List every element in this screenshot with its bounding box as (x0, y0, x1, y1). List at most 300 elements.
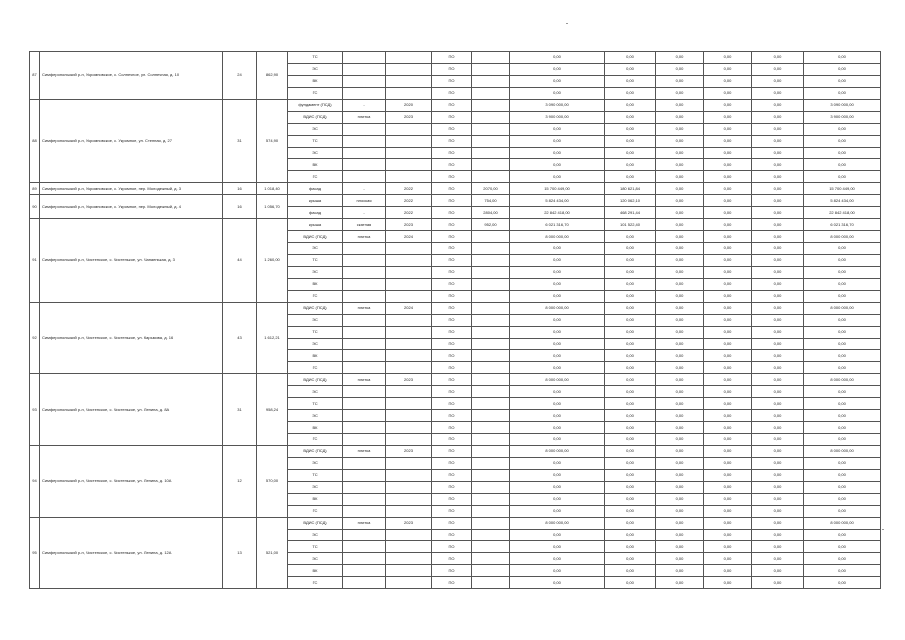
material-cell (343, 529, 386, 541)
year-cell (386, 87, 432, 99)
executor-cell: ПО (432, 577, 472, 589)
cost-cell-4: 0,00 (752, 147, 804, 159)
cost-cell-4: 0,00 (752, 171, 804, 183)
cost-per-unit-cell: 0,00 (605, 302, 656, 314)
cost-cell-2: 0,00 (656, 207, 704, 219)
year-cell: 2024 (386, 302, 432, 314)
work-type-cell: ВК (288, 278, 343, 290)
year-cell (386, 147, 432, 159)
cost-cell-3: 0,00 (704, 195, 752, 207)
cost-cell: 0,00 (510, 171, 605, 183)
executor-cell: ПО (432, 314, 472, 326)
cost-per-unit-cell: 0,00 (605, 171, 656, 183)
work-type-cell: ЭС (288, 481, 343, 493)
address-cell: Симферопольский р-н, Укромновское, с. Укромное, пер. Молодежный, д. 4 (40, 195, 223, 219)
cost-cell-3: 0,00 (704, 266, 752, 278)
cost-cell: 0,00 (510, 254, 605, 266)
cost-cell-4: 0,00 (752, 541, 804, 553)
cost-cell-3: 0,00 (704, 290, 752, 302)
executor-cell: ПО (432, 266, 472, 278)
address-cell: Симферопольский р-н, Укромновское, с. Укромное, пер. Молодежный, д. 3 (40, 183, 223, 195)
total-cost-cell: 3 900 000,00 (804, 111, 881, 123)
cost-cell-2: 0,00 (656, 541, 704, 553)
volume-cell (472, 445, 510, 457)
volume-cell (472, 481, 510, 493)
cost-cell-2: 0,00 (656, 99, 704, 111)
cost-cell-4: 0,00 (752, 469, 804, 481)
year-cell (386, 266, 432, 278)
house-number-cell: 89 (30, 183, 40, 195)
executor-cell: ПО (432, 374, 472, 386)
executor-cell: ПО (432, 517, 472, 529)
executor-cell: ПО (432, 445, 472, 457)
cost-per-unit-cell: 0,00 (605, 577, 656, 589)
year-cell (386, 123, 432, 135)
work-type-cell: ТС (288, 52, 343, 64)
cost-cell: 0,00 (510, 159, 605, 171)
cost-cell-4: 0,00 (752, 565, 804, 577)
quantity-cell: 31 (223, 99, 257, 183)
material-cell (343, 87, 386, 99)
year-cell (386, 457, 432, 469)
cost-cell-3: 0,00 (704, 254, 752, 266)
quantity-cell: 13 (223, 517, 257, 589)
executor-cell: ПО (432, 469, 472, 481)
cost-per-unit-cell: 0,00 (605, 314, 656, 326)
cost-cell-2: 0,00 (656, 290, 704, 302)
area-cell: 521,00 (257, 517, 288, 589)
cost-cell: 3 900 000,00 (510, 111, 605, 123)
cost-per-unit-cell: 0,00 (605, 493, 656, 505)
executor-cell: ПО (432, 410, 472, 422)
cost-cell-2: 0,00 (656, 398, 704, 410)
cost-cell-4: 0,00 (752, 505, 804, 517)
work-type-cell: ВДИС (ПСД) (288, 445, 343, 457)
material-cell (343, 338, 386, 350)
executor-cell: ПО (432, 52, 472, 64)
total-cost-cell: 3 090 000,00 (804, 99, 881, 111)
material-cell (343, 135, 386, 147)
cost-cell-2: 0,00 (656, 410, 704, 422)
cost-per-unit-cell: 0,00 (605, 517, 656, 529)
scan-speck (566, 23, 568, 24)
area-cell: 570,00 (257, 445, 288, 517)
cost-per-unit-cell: 0,00 (605, 541, 656, 553)
cost-cell-4: 0,00 (752, 135, 804, 147)
cost-per-unit-cell: 0,00 (605, 231, 656, 243)
cost-cell-3: 0,00 (704, 111, 752, 123)
material-cell: - (343, 183, 386, 195)
cost-cell-2: 0,00 (656, 75, 704, 87)
area-cell: 1 260,00 (257, 219, 288, 303)
cost-cell-4: 0,00 (752, 87, 804, 99)
volume-cell (472, 135, 510, 147)
cost-cell: 0,00 (510, 278, 605, 290)
cost-per-unit-cell: 0,00 (605, 75, 656, 87)
cost-cell: 0,00 (510, 147, 605, 159)
year-cell (386, 398, 432, 410)
volume-cell (472, 159, 510, 171)
total-cost-cell: 0,00 (804, 541, 881, 553)
material-cell (343, 362, 386, 374)
cost-cell-3: 0,00 (704, 362, 752, 374)
cost-cell-2: 0,00 (656, 147, 704, 159)
executor-cell: ПО (432, 183, 472, 195)
year-cell (386, 171, 432, 183)
total-cost-cell: 0,00 (804, 493, 881, 505)
cost-per-unit-cell: 0,00 (605, 338, 656, 350)
executor-cell: ПО (432, 529, 472, 541)
cost-cell-4: 0,00 (752, 457, 804, 469)
cost-per-unit-cell: 0,00 (605, 362, 656, 374)
cost-cell: 0,00 (510, 135, 605, 147)
work-type-cell: ГС (288, 434, 343, 446)
cost-cell: 0,00 (510, 326, 605, 338)
total-cost-cell: 0,00 (804, 314, 881, 326)
cost-cell-2: 0,00 (656, 481, 704, 493)
total-cost-cell: 0,00 (804, 398, 881, 410)
work-type-cell: ЭС (288, 314, 343, 326)
cost-cell-3: 0,00 (704, 565, 752, 577)
material-cell: плитка (343, 517, 386, 529)
cost-cell-2: 0,00 (656, 278, 704, 290)
cost-cell-4: 0,00 (752, 398, 804, 410)
executor-cell: ПО (432, 386, 472, 398)
total-cost-cell: 0,00 (804, 266, 881, 278)
volume-cell (472, 517, 510, 529)
work-type-cell: ГС (288, 362, 343, 374)
cost-per-unit-cell: 468 291,44 (605, 207, 656, 219)
year-cell (386, 481, 432, 493)
cost-cell-2: 0,00 (656, 469, 704, 481)
year-cell (386, 350, 432, 362)
table-row (30, 374, 881, 386)
material-cell (343, 505, 386, 517)
cost-cell-3: 0,00 (704, 314, 752, 326)
year-cell: 2022 (386, 183, 432, 195)
cost-cell-3: 0,00 (704, 577, 752, 589)
work-type-cell: ВК (288, 493, 343, 505)
material-cell (343, 63, 386, 75)
cost-per-unit-cell: 0,00 (605, 63, 656, 75)
cost-cell: 0,00 (510, 63, 605, 75)
total-cost-cell: 0,00 (804, 87, 881, 99)
volume-cell (472, 386, 510, 398)
cost-cell-4: 0,00 (752, 553, 804, 565)
cost-cell-3: 0,00 (704, 183, 752, 195)
cost-cell-2: 0,00 (656, 577, 704, 589)
work-type-cell: ВК (288, 350, 343, 362)
cost-cell-4: 0,00 (752, 374, 804, 386)
year-cell (386, 541, 432, 553)
area-cell: 1 018,40 (257, 183, 288, 195)
cost-per-unit-cell: 0,00 (605, 434, 656, 446)
cost-cell: 0,00 (510, 481, 605, 493)
cost-cell-3: 0,00 (704, 505, 752, 517)
material-cell (343, 434, 386, 446)
work-type-cell: ВК (288, 422, 343, 434)
total-cost-cell: 0,00 (804, 135, 881, 147)
year-cell (386, 505, 432, 517)
cost-cell: 0,00 (510, 123, 605, 135)
area-cell: 1 056,70 (257, 195, 288, 219)
house-number-cell: 91 (30, 219, 40, 303)
work-type-cell: ТС (288, 326, 343, 338)
cost-cell-4: 0,00 (752, 63, 804, 75)
material-cell (343, 386, 386, 398)
cost-per-unit-cell: 0,00 (605, 266, 656, 278)
cost-cell-3: 0,00 (704, 481, 752, 493)
volume-cell (472, 123, 510, 135)
volume-cell (472, 147, 510, 159)
executor-cell: ПО (432, 505, 472, 517)
quantity-cell: 31 (223, 374, 257, 446)
executor-cell: ПО (432, 219, 472, 231)
volume-cell (472, 75, 510, 87)
volume-cell: 952,00 (472, 219, 510, 231)
cost-cell: 0,00 (510, 338, 605, 350)
material-cell (343, 159, 386, 171)
cost-per-unit-cell: 0,00 (605, 254, 656, 266)
year-cell (386, 243, 432, 255)
total-cost-cell: 22 842 418,00 (804, 207, 881, 219)
total-cost-cell: 0,00 (804, 529, 881, 541)
cost-cell: 0,00 (510, 422, 605, 434)
cost-cell-3: 0,00 (704, 517, 752, 529)
year-cell (386, 362, 432, 374)
total-cost-cell: 0,00 (804, 434, 881, 446)
executor-cell: ПО (432, 350, 472, 362)
year-cell (386, 290, 432, 302)
total-cost-cell: 5 824 434,00 (804, 195, 881, 207)
material-cell: плитка (343, 302, 386, 314)
cost-cell-4: 0,00 (752, 290, 804, 302)
cost-per-unit-cell: 0,00 (605, 350, 656, 362)
material-cell (343, 493, 386, 505)
volume-cell (472, 493, 510, 505)
executor-cell: ПО (432, 553, 472, 565)
year-cell: 2023 (386, 219, 432, 231)
cost-cell: 0,00 (510, 577, 605, 589)
executor-cell: ПО (432, 99, 472, 111)
total-cost-cell: 0,00 (804, 481, 881, 493)
total-cost-cell: 0,00 (804, 326, 881, 338)
material-cell: плитка (343, 231, 386, 243)
cost-cell-2: 0,00 (656, 386, 704, 398)
year-cell (386, 63, 432, 75)
cost-cell-4: 0,00 (752, 266, 804, 278)
total-cost-cell: 0,00 (804, 338, 881, 350)
total-cost-cell: 8 000 000,00 (804, 231, 881, 243)
year-cell (386, 410, 432, 422)
material-cell (343, 577, 386, 589)
total-cost-cell: 0,00 (804, 553, 881, 565)
executor-cell: ПО (432, 159, 472, 171)
quantity-cell: 43 (223, 302, 257, 374)
total-cost-cell: 8 000 000,00 (804, 517, 881, 529)
year-cell: 2022 (386, 207, 432, 219)
total-cost-cell: 0,00 (804, 565, 881, 577)
total-cost-cell: 0,00 (804, 52, 881, 64)
executor-cell: ПО (432, 481, 472, 493)
cost-cell-4: 0,00 (752, 99, 804, 111)
work-type-cell: ВК (288, 75, 343, 87)
cost-cell-2: 0,00 (656, 350, 704, 362)
cost-cell-4: 0,00 (752, 314, 804, 326)
cost-cell-3: 0,00 (704, 171, 752, 183)
cost-cell-3: 0,00 (704, 87, 752, 99)
year-cell: 2020 (386, 99, 432, 111)
year-cell (386, 75, 432, 87)
cost-cell-2: 0,00 (656, 326, 704, 338)
cost-cell-2: 0,00 (656, 159, 704, 171)
work-type-cell: ВК (288, 159, 343, 171)
table-row (30, 52, 881, 64)
table-row (30, 445, 881, 457)
cost-cell-3: 0,00 (704, 326, 752, 338)
volume-cell (472, 362, 510, 374)
work-type-cell: фундамент (ПСД) (288, 99, 343, 111)
volume-cell (472, 171, 510, 183)
cost-cell-4: 0,00 (752, 243, 804, 255)
house-number-cell: 87 (30, 52, 40, 100)
cost-per-unit-cell: 180 621,84 (605, 183, 656, 195)
year-cell (386, 529, 432, 541)
year-cell: 2023 (386, 517, 432, 529)
cost-cell: 0,00 (510, 565, 605, 577)
executor-cell: ПО (432, 195, 472, 207)
quantity-cell: 24 (223, 52, 257, 100)
year-cell (386, 469, 432, 481)
repair-schedule-table (29, 51, 881, 589)
executor-cell: ПО (432, 243, 472, 255)
house-number-cell: 94 (30, 445, 40, 517)
volume-cell (472, 505, 510, 517)
work-type-cell: ЭС (288, 266, 343, 278)
cost-cell-2: 0,00 (656, 63, 704, 75)
cost-cell-2: 0,00 (656, 231, 704, 243)
volume-cell (472, 266, 510, 278)
work-type-cell: ВДИС (ПСД) (288, 231, 343, 243)
year-cell (386, 386, 432, 398)
total-cost-cell: 0,00 (804, 75, 881, 87)
material-cell (343, 422, 386, 434)
material-cell (343, 326, 386, 338)
cost-cell-2: 0,00 (656, 445, 704, 457)
cost-cell: 0,00 (510, 493, 605, 505)
volume-cell (472, 302, 510, 314)
cost-cell-2: 0,00 (656, 553, 704, 565)
cost-cell: 0,00 (510, 386, 605, 398)
material-cell (343, 254, 386, 266)
cost-cell: 0,00 (510, 434, 605, 446)
year-cell (386, 577, 432, 589)
cost-cell-4: 0,00 (752, 350, 804, 362)
cost-cell-4: 0,00 (752, 493, 804, 505)
year-cell (386, 434, 432, 446)
cost-per-unit-cell: 0,00 (605, 147, 656, 159)
year-cell: 2023 (386, 374, 432, 386)
material-cell (343, 147, 386, 159)
material-cell: скатная (343, 219, 386, 231)
total-cost-cell: 0,00 (804, 63, 881, 75)
total-cost-cell: 0,00 (804, 254, 881, 266)
executor-cell: ПО (432, 207, 472, 219)
work-type-cell: ЭС (288, 386, 343, 398)
executor-cell: ПО (432, 135, 472, 147)
quantity-cell: 16 (223, 183, 257, 195)
cost-cell-3: 0,00 (704, 207, 752, 219)
cost-cell: 8 000 000,00 (510, 231, 605, 243)
cost-cell-3: 0,00 (704, 434, 752, 446)
cost-cell: 0,00 (510, 553, 605, 565)
total-cost-cell: 8 000 000,00 (804, 374, 881, 386)
table-row (30, 183, 881, 195)
cost-per-unit-cell: 0,00 (605, 410, 656, 422)
material-cell: плитка (343, 445, 386, 457)
house-number-cell: 92 (30, 302, 40, 374)
cost-per-unit-cell: 0,00 (605, 111, 656, 123)
cost-cell-2: 0,00 (656, 171, 704, 183)
material-cell: - (343, 99, 386, 111)
house-number-cell: 90 (30, 195, 40, 219)
cost-cell-2: 0,00 (656, 517, 704, 529)
work-type-cell: ЭС (288, 147, 343, 159)
cost-cell-4: 0,00 (752, 231, 804, 243)
total-cost-cell: 0,00 (804, 386, 881, 398)
work-type-cell: ГС (288, 290, 343, 302)
volume-cell (472, 398, 510, 410)
cost-cell-2: 0,00 (656, 362, 704, 374)
cost-cell: 0,00 (510, 290, 605, 302)
cost-per-unit-cell: 0,00 (605, 87, 656, 99)
volume-cell (472, 243, 510, 255)
total-cost-cell: 0,00 (804, 243, 881, 255)
cost-cell-4: 0,00 (752, 517, 804, 529)
cost-cell: 0,00 (510, 87, 605, 99)
cost-cell-3: 0,00 (704, 99, 752, 111)
total-cost-cell: 0,00 (804, 278, 881, 290)
cost-cell-4: 0,00 (752, 326, 804, 338)
volume-cell (472, 553, 510, 565)
cost-cell: 22 842 418,00 (510, 207, 605, 219)
house-number-cell: 93 (30, 374, 40, 446)
year-cell (386, 135, 432, 147)
cost-cell-2: 0,00 (656, 422, 704, 434)
table-row (30, 99, 881, 111)
cost-cell: 8 000 000,00 (510, 517, 605, 529)
cost-cell-2: 0,00 (656, 505, 704, 517)
cost-per-unit-cell: 0,00 (605, 99, 656, 111)
cost-cell-2: 0,00 (656, 52, 704, 64)
total-cost-cell: 0,00 (804, 350, 881, 362)
cost-per-unit-cell: 0,00 (605, 469, 656, 481)
total-cost-cell: 0,00 (804, 123, 881, 135)
total-cost-cell: 15 700 449,00 (804, 183, 881, 195)
cost-per-unit-cell: 0,00 (605, 529, 656, 541)
cost-per-unit-cell: 120 062,10 (605, 195, 656, 207)
volume-cell: 2070,00 (472, 183, 510, 195)
work-type-cell: крыша (288, 195, 343, 207)
cost-per-unit-cell: 0,00 (605, 290, 656, 302)
year-cell (386, 159, 432, 171)
cost-cell-2: 0,00 (656, 123, 704, 135)
volume-cell (472, 254, 510, 266)
executor-cell: ПО (432, 541, 472, 553)
cost-cell: 0,00 (510, 350, 605, 362)
volume-cell (472, 469, 510, 481)
address-cell: Симферопольский р-н, Чистенское, с. Чистенькое, ул. Ленина, д. 8А (40, 374, 223, 446)
